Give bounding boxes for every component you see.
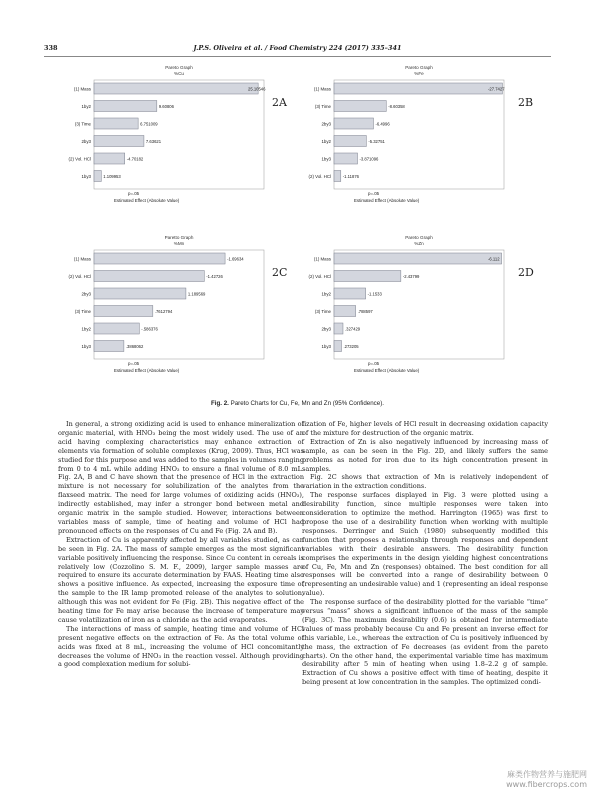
- bar: [94, 136, 144, 147]
- x-axis-label: Estimated Effect (Absolute Value): [354, 198, 420, 203]
- bar: [334, 253, 502, 264]
- caption-label: Fig. 2.: [210, 400, 229, 407]
- chart-subtitle: %Cu: [174, 71, 184, 76]
- data-label: 1.109953: [103, 174, 121, 179]
- pareto-chart-zn: [300, 232, 510, 396]
- left-column: [58, 420, 304, 669]
- bar: [334, 153, 358, 164]
- watermark: [506, 770, 587, 790]
- data-label: 25.10546: [248, 86, 266, 92]
- category-label: 2by3: [81, 291, 91, 297]
- paragraph: The response surfaces displayed in Fig. 3 were plotted using a desirability function, since multiple responses were taken into consideration to optimize the method. Harrington (1965) was first to propose the use of a desirability function when working with multiple responses. Derringer and Suich (1980) subsequently modified this function that proposes a relationship through responses and dependent variables with their desirable answers. The desirability function comprises the experiments in the design yielding highest concentrations of Cu, Fe, Mn and Zn (responses) obtained. The best condition for all responses will be converted into a range of desirability between 0 (representing an undesirable value) and 1 (representing an ideal response value).: [302, 491, 548, 598]
- x-axis-label: Estimated Effect (Absolute Value): [114, 368, 180, 373]
- data-label: -5.32751: [368, 139, 385, 144]
- category-label: 1by2: [321, 139, 331, 144]
- plot-area: [334, 250, 504, 359]
- bar: [94, 306, 153, 317]
- data-label: -3.871096: [359, 156, 379, 162]
- data-label: -6.4996: [375, 121, 390, 127]
- bar: [94, 253, 225, 264]
- paragraph: lization of Fe, higher levels of HCl result in decreasing oxidation capacity of the mixture for destruction of the organic matrix.: [302, 420, 548, 437]
- caption-text: Pareto Charts for Cu, Fe, Mn and Zn (95% Confidence).: [230, 400, 384, 407]
- category-label: 1by2: [81, 326, 91, 332]
- category-label: 1by3: [321, 156, 331, 162]
- category-label: (2) Vol. HCl: [308, 174, 331, 179]
- data-label: -6.112: [488, 256, 500, 262]
- paragraph: The interactions of mass of sample, heating time and volume of HCl present negative effects on the extraction of Fe. As the total volume of acids was fixed at 8 mL, increasing the volume of HCl concomitantly decreases the volume of HNO₃ in the reaction vessel. Although providing a good complexation medium for solubi-: [58, 624, 304, 669]
- bar: [334, 83, 502, 94]
- page-number: 338: [44, 44, 58, 52]
- category-label: (2) Vol. HCl: [68, 274, 91, 279]
- data-label: 1.189569: [187, 291, 206, 297]
- figure-caption: [44, 400, 551, 407]
- category-label: (1) Mass: [313, 256, 331, 262]
- paragraph: In general, a strong oxidizing acid is used to enhance mineralization of organic material, with HNO₃ being the most widely used. The use of an acid having complexing characteristics may enhance extraction of elements via formation of soluble complexes (Krug, 2009). Thus, HCl was studied for this purpose and was added to the samples in volumes ranging from 0 to 4 mL while adding HNO₃ to ensure a final volume of 8.0 mL. Fig. 2A, B and C have shown that the presence of HCl in the extraction mixture is not necessary for solubilization of the analytes from the flaxseed matrix. The need for large volumes of oxidizing acids (HNO₃), indirectly established, may infer a stronger bond between metal and organic matrix in the sample studied. However, interactions between variables mass of sample, time of heating and volume of HCl had pronounced effects on the responses of Cu and Fe (Fig. 2A and B).: [58, 420, 304, 535]
- watermark-line: www.fibercrops.com: [506, 780, 587, 789]
- chart-subtitle: %Fe: [414, 71, 424, 76]
- category-label: (3) Time: [314, 309, 331, 314]
- category-label: 1by2: [81, 104, 91, 109]
- bar: [94, 83, 258, 94]
- category-label: (2) Vol. HCl: [68, 156, 91, 162]
- paragraph: The response surface of the desirability plotted for the variable “time” versus “mass” shows a significant influence of the mass of the sample (Fig. 3C). The maximum desirability (0.6) is obtained for intermediate values of mass probably because Cu and Fe present an inverse effect for this variable, i.e., whereas the extraction of Cu is positively influenced by the mass, the extraction of Fe decreases (as evident from the pareto charts). On the other hand, the experimental variable time has maximum desirability after 5 min of heating when using 1.8–2.2 g of sample. Extraction of Cu shows a positive effect with time of heating, despite it being present at low concentration in the samples. The optimized condi-: [302, 598, 548, 687]
- bar: [334, 288, 366, 299]
- category-label: (1) Mass: [73, 86, 91, 92]
- data-label: -.586376: [141, 326, 158, 332]
- bar: [94, 271, 204, 282]
- data-label: -4.70182: [126, 156, 144, 162]
- bar: [94, 288, 186, 299]
- significance-label: p=.05: [128, 191, 140, 196]
- category-label: 1by3: [321, 344, 331, 349]
- data-label: 7.63621: [145, 139, 162, 144]
- bar: [94, 171, 101, 182]
- running-header: [44, 44, 551, 56]
- bar: [334, 306, 356, 317]
- journal-citation: J.P.S. Oliveira et al. / Food Chemistry 224 (2017) 335–341: [193, 44, 402, 52]
- plot-area: [94, 80, 264, 189]
- right-column: [302, 420, 548, 687]
- x-axis-label: Estimated Effect (Absolute Value): [354, 368, 420, 373]
- category-label: 1by2: [321, 291, 331, 297]
- data-label: -8.60358: [388, 104, 405, 109]
- category-label: 2by3: [321, 121, 331, 127]
- category-label: (3) Time: [74, 121, 91, 127]
- chart-title: Pareto Graph: [405, 65, 433, 70]
- chart-svg: [300, 232, 510, 392]
- data-label: 6.751009: [140, 121, 158, 127]
- bar: [334, 171, 341, 182]
- data-label: -1.1533: [367, 291, 382, 297]
- paragraph: Extraction of Cu is apparently affected by all variables studied, as can be seen in Fig. 2A. The mass of sample emerges as the most significant variable positively influencing the response. Since Cu content in cereals is relatively low (Cozzolino S. M. F., 2009), larger sample masses are required to ensure its accurate determination by FAAS. Heating time also shows a positive influence. As expected, increasing the exposure time of the sample to the IR lamp promoted release of the analytes to solution, although this was not evident for Fe (Fig. 2B). This negative effect of the heating time for Fe may arise because the increase of temperature may cause volatilization of iron as a chloride as the acid evaporates.: [58, 535, 304, 624]
- chart-title: Paretto Graph: [164, 235, 194, 240]
- pareto-chart-mn: [60, 232, 270, 396]
- category-label: (1) Mass: [313, 86, 331, 92]
- pareto-chart-cu: [60, 62, 270, 226]
- significance-label: p=.05: [368, 361, 380, 366]
- pareto-chart-fe: [300, 62, 510, 226]
- figure-tag-2b: 2B: [518, 96, 534, 109]
- bar: [334, 323, 343, 334]
- category-label: 1by3: [81, 344, 91, 349]
- data-label: 9.60806: [158, 104, 174, 109]
- bar: [94, 118, 138, 129]
- bar: [334, 271, 401, 282]
- data-label: .7612794: [154, 309, 173, 314]
- figure-tag-2c: 2C: [272, 266, 288, 279]
- category-label: (1) Mass: [73, 256, 91, 262]
- figure-tag-2a: 2A: [272, 96, 287, 109]
- bar: [94, 101, 157, 112]
- bar: [334, 341, 341, 352]
- significance-label: p=.05: [128, 361, 140, 366]
- data-label: -1.11876: [342, 174, 360, 179]
- data-label: .273205: [343, 344, 359, 349]
- chart-title: Pareto Graph: [165, 65, 193, 70]
- bar: [334, 136, 366, 147]
- significance-label: p=.05: [368, 191, 380, 196]
- bar: [334, 101, 386, 112]
- data-label: .788597: [357, 309, 373, 314]
- category-label: 2by3: [321, 326, 331, 332]
- data-label: -27.7427: [488, 86, 505, 92]
- data-label: .327429: [344, 326, 361, 332]
- bar: [94, 323, 139, 334]
- chart-svg: [60, 62, 270, 222]
- category-label: (2) Vol. HCl: [308, 274, 331, 279]
- data-label: -1.42726: [206, 274, 223, 279]
- category-label: (3) Time: [314, 104, 331, 109]
- category-label: (3) Time: [74, 309, 91, 314]
- chart-title: Pareto Graph: [405, 235, 433, 240]
- plot-area: [334, 80, 504, 189]
- paragraph: Fig. 2C shows that extraction of Mn is relatively independent of variation in the extraction conditions.: [302, 473, 548, 491]
- chart-subtitle: %Zn: [414, 241, 424, 246]
- data-label: -2.43799: [402, 274, 420, 279]
- figure-tag-2d: 2D: [518, 266, 534, 279]
- category-label: 2by3: [81, 139, 91, 144]
- paragraph: Extraction of Zn is also negatively influenced by increasing mass of sample, as can be seen in the Fig. 2D, and likely suffers the same problems as noted for iron due to its high concentration present in samples.: [302, 437, 548, 473]
- bar: [94, 153, 125, 164]
- x-axis-label: Estimated Effect (Absolute Value): [114, 198, 180, 203]
- chart-subtitle: %Mn: [173, 241, 185, 246]
- bar: [334, 118, 373, 129]
- category-label: 1by3: [81, 174, 91, 179]
- bar: [94, 341, 124, 352]
- watermark-line: 麻类作物营养与施肥网: [507, 770, 587, 779]
- header-rule: [44, 56, 551, 57]
- data-label: .3868062: [125, 344, 144, 349]
- chart-svg: [300, 62, 510, 222]
- data-label: -1.69634: [227, 256, 244, 262]
- chart-svg: [60, 232, 270, 392]
